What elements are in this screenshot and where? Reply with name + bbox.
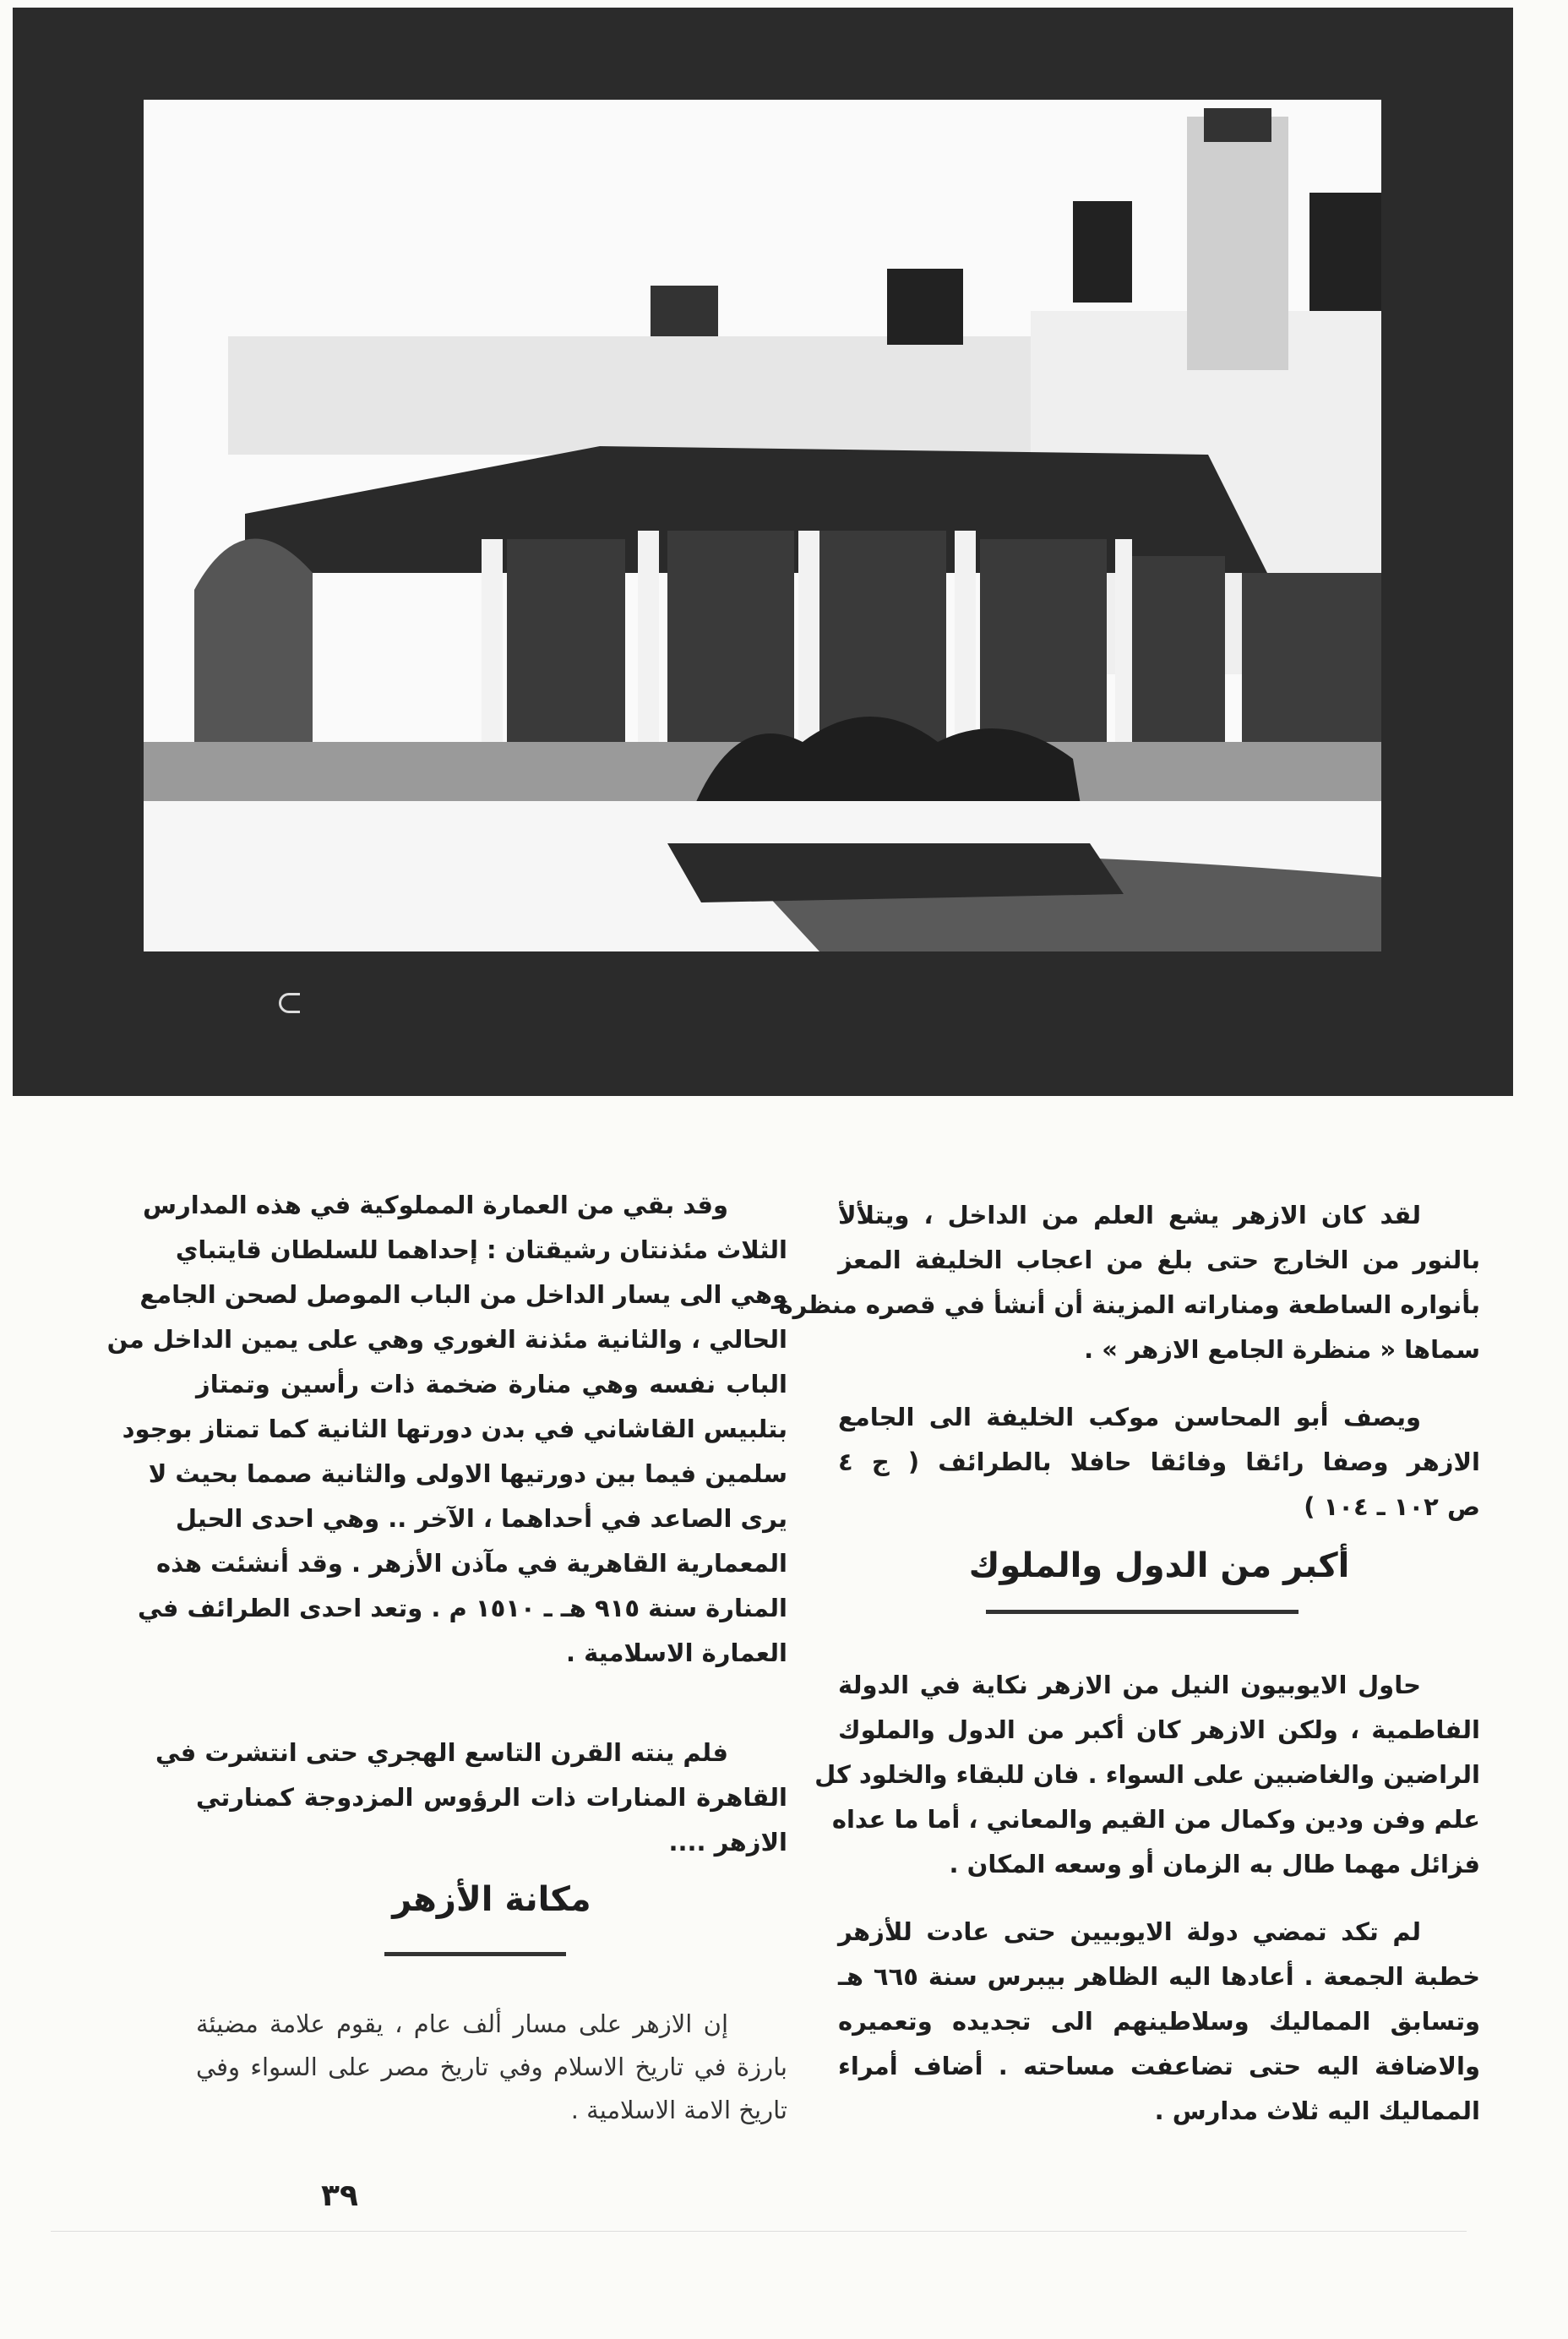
- paragraph: [838, 1395, 1480, 1529]
- text-line: المنارة سنة ٩١٥ هـ ـ ١٥١٠ م . وتعد احدى الطرائف في: [138, 1594, 787, 1622]
- divider: [51, 2231, 1467, 2232]
- text-line: وهي الى يسار الداخل من الباب الموصل لصحن الجامع: [139, 1280, 787, 1309]
- text-line: الراضين والغاضبين على السواء . فان للبقاء والخلود كل: [814, 1760, 1480, 1789]
- text-line: علم وفن ودين وكمال من القيم والمعاني ، أما ما عداه: [831, 1805, 1480, 1834]
- text-line: تاريخ الامة الاسلامية .: [570, 2096, 787, 2124]
- text-line: إن الازهر على مسار ألف عام ، يقوم علامة مضيئة: [196, 2009, 728, 2038]
- page-number: ٣٩: [321, 2178, 358, 2213]
- text-line: القاهرة المنارات ذات الرؤوس المزدوجة كمنارتي: [196, 1783, 787, 1812]
- text-line: الباب نفسه وهي منارة ضخمة ذات رأسين وتمتاز: [196, 1370, 787, 1398]
- section-heading: مكانة الأزهر: [392, 1880, 591, 1919]
- text-line: لقد كان الازهر يشع العلم من الداخل ، ويتلألأ: [838, 1201, 1421, 1229]
- text-line: بارزة في تاريخ الاسلام وفي تاريخ مصر على السواء وفي: [196, 2053, 787, 2081]
- text-line: المماليك اليه ثلاث مدارس .: [1154, 2096, 1480, 2125]
- text-line: والاضافة اليه حتى تضاعفت مساحته . أضاف أمراء: [838, 2052, 1480, 2080]
- section-heading: أكبر من الدول والملوك: [968, 1546, 1350, 1585]
- text-line: الحالي ، والثانية مئذنة الغوري وهي على يمين الداخل من: [106, 1325, 787, 1354]
- text-line: الازهر وصفا رائقا وفائقا حافلا بالطرائف ( ج ٤: [838, 1448, 1480, 1476]
- right-column: [778, 0, 1480, 2339]
- text-line: ويصف أبو المحاسن موكب الخليفة الى الجامع: [838, 1403, 1421, 1431]
- text-line: وقد بقي من العمارة المملوكية في هذه المدارس: [143, 1191, 728, 1219]
- text-line: وتسابق المماليك وسلاطينهم الى تجديده وتعميره: [838, 2007, 1480, 2036]
- text-line: بتلبيس القاشاني في بدن دورتها الثانية كما تمتاز بوجود: [122, 1415, 787, 1443]
- text-line: حاول الايوبيون النيل من الازهر نكاية في الدولة: [838, 1671, 1421, 1699]
- text-line: الفاطمية ، ولكن الازهر كان أكبر من الدول والملوك: [838, 1715, 1480, 1744]
- text-line: بالنور من الخارج حتى بلغ من اعجاب الخليفة المعز: [838, 1246, 1480, 1274]
- text-line: يرى الصاعد في أحداهما ، الآخر .. وهي احدى الحيل: [175, 1504, 787, 1533]
- paragraph: [778, 1193, 1480, 1372]
- text-line: لم تكد تمضي دولة الايوبيين حتى عادت للأزهر: [838, 1917, 1421, 1946]
- text-line: الازهر ....: [668, 1828, 787, 1856]
- text-line: بأنواره الساطعة ومناراته المزينة أن أنشأ في قصره منظرة: [778, 1290, 1480, 1319]
- text-line: سماها « منظرة الجامع الازهر » .: [1084, 1335, 1480, 1364]
- text-line: سلمين فيما بين دورتيها الاولى والثانية صمما بحيث لا: [148, 1459, 787, 1488]
- left-column: [106, 0, 787, 2339]
- heading-underline: [986, 1610, 1298, 1614]
- text-line: خطبة الجمعة . أعادها اليه الظاهر بيبرس سنة ٦٦٥ هـ: [838, 1962, 1480, 1991]
- heading-underline: [384, 1952, 566, 1956]
- text-line: ص ١٠٢ ـ ١٠٤ ): [1304, 1492, 1480, 1521]
- text-line: فلم ينته القرن التاسع الهجري حتى انتشرت في: [155, 1738, 728, 1767]
- paragraph: [838, 1910, 1480, 2134]
- text-line: فزائل مهما طال به الزمان أو وسعه المكان .: [949, 1850, 1480, 1878]
- text-line: المعمارية القاهرية في مآذن الأزهر . وقد أنشئت هذه: [156, 1549, 787, 1578]
- paragraph: [814, 1663, 1480, 1887]
- paragraph: [196, 2003, 787, 2132]
- text-line: العمارة الاسلامية .: [565, 1638, 787, 1667]
- paragraph: [106, 1183, 787, 1676]
- text-line: الثلاث مئذنتان رشيقتان : إحداهما للسلطان قايتباي: [175, 1235, 787, 1264]
- paragraph: [155, 1731, 787, 1865]
